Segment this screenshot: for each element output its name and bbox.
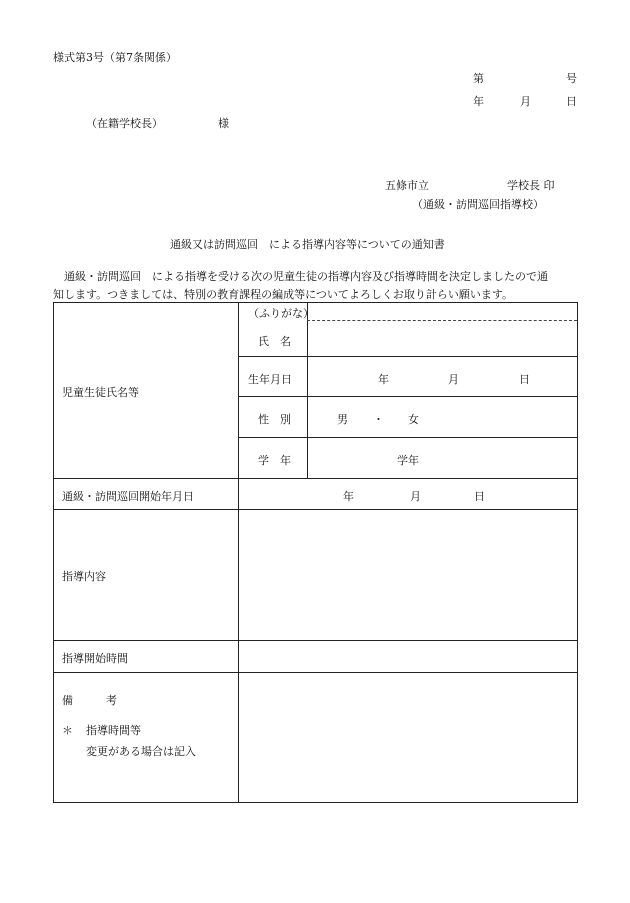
birthdate-day: 日	[519, 373, 530, 386]
remarks-field[interactable]	[240, 674, 576, 801]
gender-label: 性 別	[258, 413, 291, 426]
birthdate-year: 年	[378, 373, 389, 386]
start-date-month: 月	[410, 490, 421, 503]
grade-label: 学 年	[258, 454, 291, 467]
start-date-year: 年	[343, 490, 354, 503]
content-field[interactable]	[240, 511, 576, 639]
table-subcolumn-divider	[307, 302, 308, 478]
number-go: 号	[566, 72, 577, 85]
remarks-note-line2: 変更がある場合は記入	[86, 745, 196, 758]
date-day: 日	[566, 95, 577, 108]
gender-separator: ・	[373, 413, 384, 426]
start-date-label: 通級・訪問巡回開始年月日	[62, 490, 194, 503]
table-border-right	[577, 302, 578, 803]
number-dai: 第	[473, 72, 484, 85]
remarks-label: 備 考	[62, 694, 117, 707]
name-label: 氏 名	[258, 335, 291, 348]
row-line-name	[238, 356, 578, 357]
row-line-start-time	[53, 672, 578, 673]
row-line-grade	[53, 478, 578, 479]
addressee-honorific: 様	[218, 117, 229, 130]
grade-unit: 学年	[397, 454, 419, 467]
sender-school-type: （通級・訪問巡回指導校）	[412, 198, 544, 211]
row-line-birthdate	[238, 396, 578, 397]
furigana-label: （ふりがな）	[248, 307, 314, 320]
table-column-divider	[238, 302, 239, 803]
body-text-line2: 知します。つきましては、特別の教育課程の編成等についてよろしくお取り計らい願います。	[53, 288, 514, 301]
sender-city: 五條市立	[385, 179, 429, 192]
table-border-bottom	[53, 802, 578, 803]
remarks-note-mark: ＊	[62, 724, 73, 737]
date-year: 年	[473, 95, 484, 108]
table-border-top	[53, 302, 578, 303]
date-month: 月	[520, 95, 531, 108]
principal-seal: 学校長 印	[507, 179, 555, 192]
form-number: 様式第3号（第7条関係）	[53, 51, 177, 64]
birthdate-month: 月	[448, 373, 459, 386]
remarks-note-line1: 指導時間等	[86, 724, 141, 737]
furigana-dashed-line	[307, 320, 577, 321]
row-line-start-date	[53, 509, 578, 510]
body-text-line1: 通級・訪問巡回 による指導を受ける次の児童生徒の指導内容及び指導時間を決定しましたので通	[64, 270, 548, 283]
row-line-gender	[238, 437, 578, 438]
document-title: 通級又は訪問巡回 による指導内容等についての通知書	[170, 238, 445, 251]
furigana-field[interactable]	[309, 306, 575, 319]
start-time-label: 指導開始時間	[62, 652, 128, 665]
content-label: 指導内容	[62, 570, 106, 583]
row-line-content	[53, 640, 578, 641]
gender-female-option[interactable]: 女	[408, 413, 419, 426]
student-info-label: 児童生徒氏名等	[62, 386, 139, 399]
start-time-field[interactable]	[240, 642, 576, 671]
table-border-left	[53, 302, 54, 803]
gender-male-option[interactable]: 男	[337, 413, 348, 426]
birthdate-label: 生年月日	[248, 373, 292, 386]
addressee-label: （在籍学校長）	[86, 117, 163, 130]
start-date-day: 日	[474, 490, 485, 503]
name-field[interactable]	[309, 323, 575, 354]
